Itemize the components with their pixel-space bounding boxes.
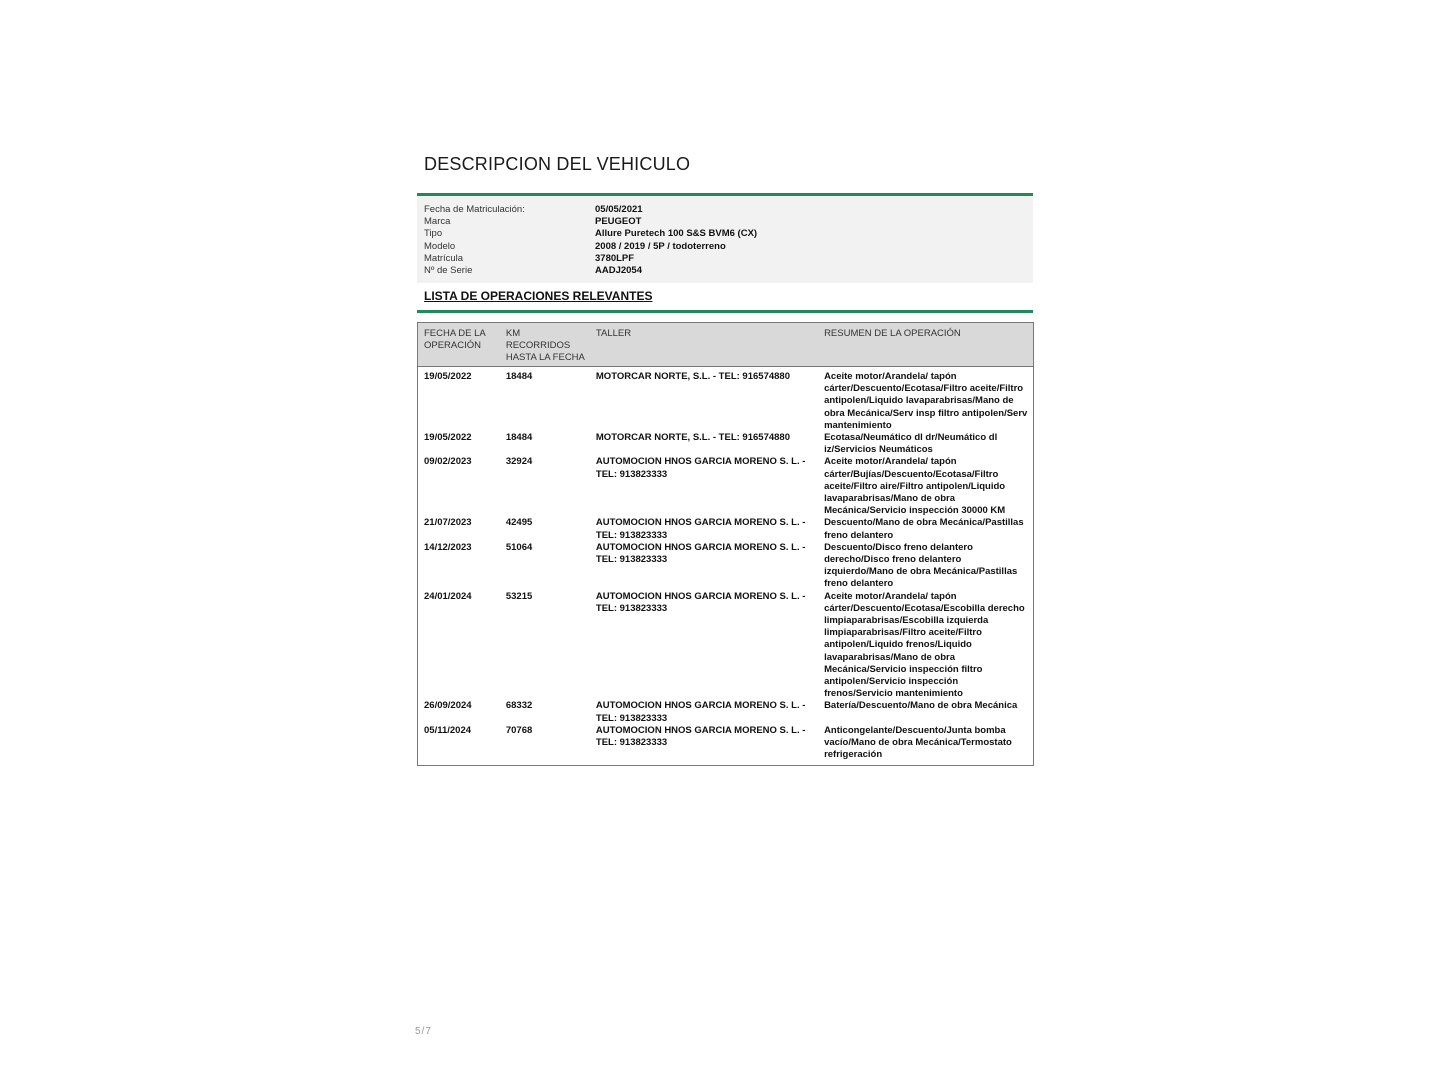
table-row — [418, 367, 1034, 433]
header-taller: TALLER — [590, 323, 818, 367]
cell-date: 19/05/2022 — [424, 371, 472, 382]
cell-taller: MOTORCAR NORTE, S.L. - TEL: 916574880 — [595, 432, 790, 444]
table-row — [418, 432, 1034, 456]
cell-date: 21/07/2023 — [424, 517, 472, 529]
cell-km: 53215 — [505, 590, 533, 602]
table-row — [418, 725, 1034, 765]
table-row — [418, 456, 1034, 517]
vehicle-row-registration-date — [417, 204, 1033, 216]
cell-date: 19/05/2022 — [424, 432, 472, 444]
vehicle-label: Modelo — [424, 240, 456, 252]
cell-taller: AUTOMOCION HNOS GARCIA MORENO S. L. - TEL: 913823333 — [595, 541, 806, 566]
cell-taller: AUTOMOCION HNOS GARCIA MORENO S. L. - TEL: 913823333 — [595, 517, 806, 541]
page-number: 5/7 — [415, 1026, 432, 1037]
vehicle-row-plate — [417, 253, 1033, 265]
table-row — [418, 517, 1034, 541]
table-row — [418, 700, 1034, 724]
header-resumen: RESUMEN DE LA OPERACIÓN — [818, 323, 1033, 367]
cell-km: 18484 — [505, 371, 533, 382]
header-km: KM RECORRIDOS HASTA LA FECHA — [500, 323, 590, 367]
vehicle-value: PEUGEOT — [595, 216, 642, 228]
cell-km: 68332 — [505, 700, 533, 712]
cell-date: 09/02/2023 — [424, 456, 472, 468]
operations-table — [417, 322, 1034, 766]
cell-resumen: Descuento/Mano de obra Mecánica/Pastillas freno delantero — [824, 517, 1024, 541]
cell-taller: AUTOMOCION HNOS GARCIA MORENO S. L. - TEL: 913823333 — [595, 700, 806, 724]
vehicle-label: Nº de Serie — [424, 264, 473, 276]
vehicle-value: 2008 / 2019 / 5P / todoterreno — [595, 240, 726, 252]
vehicle-value: 05/05/2021 — [595, 204, 643, 215]
cell-taller: AUTOMOCION HNOS GARCIA MORENO S. L. - TEL: 913823333 — [595, 590, 806, 614]
cell-resumen: Aceite motor/Arandela/ tapón cárter/Descuento/Ecotasa/Escobilla derecho limpiaparabrisas/Escobilla izquierda limpiaparabrisas/Filtro aceite/Filtro antipolen/Liquido frenos/Liquido lavaparabrisas/Mano de obra Mecánica/Servicio inspección filtro antipolen/Servicio inspección frenos/Servicio mantenimiento — [824, 590, 1025, 700]
vehicle-label: Tipo — [424, 228, 443, 240]
cell-resumen: Aceite motor/Arandela/ tapón cárter/Bujías/Descuento/Ecotasa/Filtro aceite/Filtro aire/Filtro antipolen/Liquido lavaparabrisas/Mano de obra Mecánica/Servicio inspección 30000 KM — [824, 456, 1006, 517]
vehicle-row-type — [417, 228, 1033, 240]
vehicle-value: Allure Puretech 100 S&S BVM6 (CX) — [595, 228, 758, 240]
cell-date: 24/01/2024 — [424, 590, 472, 602]
cell-resumen: Aceite motor/Arandela/ tapón cárter/Descuento/Ecotasa/Filtro aceite/Filtro antipolen/Liquido lavaparabrisas/Mano de obra Mecánica/Serv insp filtro antipolen/Serv mantenimiento — [824, 371, 1028, 431]
cell-date: 26/09/2024 — [424, 700, 472, 712]
cell-km: 51064 — [505, 541, 533, 553]
cell-date: 05/11/2024 — [424, 724, 472, 736]
vehicle-label: Matrícula — [424, 252, 464, 264]
vehicle-value: AADJ2054 — [595, 264, 642, 276]
vehicle-label: Marca — [424, 216, 451, 228]
table-row — [418, 591, 1034, 701]
vehicle-value: 3780LPF — [595, 252, 635, 264]
section-divider — [417, 310, 1033, 313]
cell-taller: MOTORCAR NORTE, S.L. - TEL: 916574880 — [595, 371, 790, 382]
vehicle-row-serial — [417, 265, 1033, 277]
operations-title: LISTA DE OPERACIONES RELEVANTES — [424, 289, 653, 303]
table-header-row — [418, 323, 1034, 367]
cell-resumen: Ecotasa/Neumático dl dr/Neumático dl iz/Servicios Neumáticos — [824, 432, 998, 456]
vehicle-row-model — [417, 241, 1033, 253]
page-title: DESCRIPCION DEL VEHICULO — [424, 154, 691, 175]
cell-km: 42495 — [505, 517, 533, 529]
cell-km: 18484 — [505, 432, 533, 444]
cell-km: 70768 — [505, 724, 533, 736]
cell-date: 14/12/2023 — [424, 541, 472, 553]
cell-taller: AUTOMOCION HNOS GARCIA MORENO S. L. - TEL: 913823333 — [595, 456, 806, 480]
table-row — [418, 542, 1034, 591]
vehicle-details — [417, 193, 1033, 283]
vehicle-row-brand — [417, 216, 1033, 228]
vehicle-label: Fecha de Matriculación: — [424, 204, 525, 215]
cell-km: 32924 — [505, 456, 533, 468]
cell-taller: AUTOMOCION HNOS GARCIA MORENO S. L. - TEL: 913823333 — [595, 724, 806, 749]
cell-resumen: Descuento/Disco freno delantero derecho/Disco freno delantero izquierdo/Mano de obra Mecánica/Pastillas freno delantero — [824, 541, 1018, 590]
cell-resumen: Anticongelante/Descuento/Junta bomba vacío/Mano de obra Mecánica/Termostato refrigeración — [824, 724, 1012, 761]
cell-resumen: Batería/Descuento/Mano de obra Mecánica — [824, 700, 1018, 712]
header-date: FECHA DE LA OPERACIÓN — [418, 323, 500, 367]
